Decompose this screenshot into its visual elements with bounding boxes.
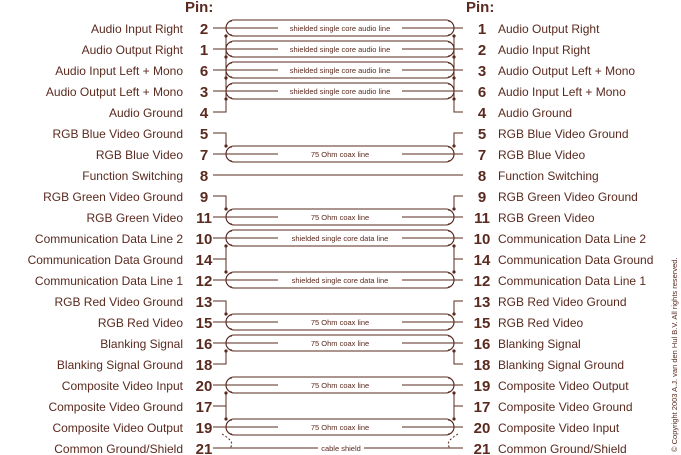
shield-junction-dot <box>224 97 227 100</box>
shield-junction-dot <box>224 144 227 147</box>
shield-junction-dot <box>452 349 455 352</box>
right-signal-label: Blanking Signal Ground <box>498 358 625 372</box>
cable-label: 75 Ohm coax line <box>310 318 370 327</box>
shield-junction-dot <box>224 207 227 210</box>
cable-label: 75 Ohm coax line <box>310 150 370 159</box>
shield-junction-dot <box>452 270 455 273</box>
cable <box>213 83 463 112</box>
shield-drain-left <box>213 36 226 112</box>
right-pin-number: 15 <box>473 315 491 332</box>
shield-drain-right <box>454 246 463 259</box>
right-signal-label: RGB Blue Video Ground <box>498 127 629 141</box>
right-pin-number: 5 <box>477 126 487 143</box>
left-pin-number: 2 <box>199 21 209 38</box>
right-signal-label: Audio Output Right <box>498 22 600 36</box>
left-signal-label: Composite Video Ground <box>48 400 183 414</box>
shield-junction-dot <box>452 417 455 420</box>
cable-shield-label: cable shield <box>321 444 361 453</box>
left-signal-label: RGB Red Video Ground <box>54 295 183 309</box>
shield-drain-right <box>454 57 463 112</box>
shield-junction-dot <box>224 270 227 273</box>
shield-drain-left <box>213 133 226 146</box>
right-signal-label: Communication Data Ground <box>498 253 654 267</box>
right-signal-label: Audio Input Right <box>498 43 591 57</box>
left-pin-number: 4 <box>199 105 209 122</box>
shield-junction-dot <box>224 34 227 37</box>
cable-label: shielded single core data line <box>291 276 389 285</box>
shield-junction-dot <box>452 76 455 79</box>
right-signal-label: Audio Output Left + Mono <box>498 64 636 78</box>
right-pin-number: 14 <box>473 252 491 269</box>
right-signal-label: Audio Ground <box>498 106 573 120</box>
shield-junction-dot <box>452 97 455 100</box>
right-pin-number: 7 <box>477 147 487 164</box>
left-pin-number: 14 <box>195 252 213 269</box>
shield-junction-dot <box>452 207 455 210</box>
cable-label: shielded single core audio line <box>289 24 391 33</box>
shield-drain-left <box>213 259 226 272</box>
shield-drain-right <box>454 393 463 406</box>
right-pin-number: 21 <box>473 441 491 455</box>
right-pin-number: 3 <box>477 63 487 80</box>
shield-drain-right <box>454 351 463 364</box>
left-signal-label: Communication Data Line 2 <box>34 232 183 246</box>
right-pin-number: 10 <box>473 231 491 248</box>
shield-drain-left <box>213 246 226 259</box>
right-pin-number: 16 <box>473 336 491 353</box>
left-pin-number: 7 <box>199 147 209 164</box>
shield-junction-dot <box>224 391 227 394</box>
right-pin-number: 18 <box>473 357 491 374</box>
right-signal-label: Function Switching <box>498 169 599 183</box>
left-pin-header: Pin: <box>185 0 214 16</box>
shield-junction-dot <box>224 76 227 79</box>
right-signal-label: RGB Red Video Ground <box>498 295 627 309</box>
cable <box>213 301 463 330</box>
right-pin-number: 12 <box>473 273 491 290</box>
cable <box>213 259 463 288</box>
overall-cable-shield <box>213 434 463 453</box>
left-pin-number: 18 <box>195 357 213 374</box>
shield-drain-left <box>213 301 226 314</box>
shield-drain-right <box>454 99 463 112</box>
right-pin-number: 17 <box>473 399 491 416</box>
right-signal-label: Common Ground/Shield <box>498 442 627 455</box>
right-pin-number: 19 <box>473 378 491 395</box>
left-pin-number: 9 <box>199 189 209 206</box>
cable <box>213 230 463 259</box>
shield-drain-right <box>454 36 463 112</box>
left-pin-number: 11 <box>196 210 212 227</box>
right-signal-label: Audio Input Left + Mono <box>498 85 626 99</box>
cable-label: 75 Ohm coax line <box>310 213 370 222</box>
left-pin-number: 8 <box>199 168 209 185</box>
cable-label: 75 Ohm coax line <box>310 423 370 432</box>
right-pin-number: 13 <box>473 294 491 311</box>
shield-junction-dot <box>452 391 455 394</box>
left-signal-label: Audio Input Right <box>90 22 183 36</box>
right-pin-number: 11 <box>474 210 490 227</box>
left-signal-label: Audio Output Left + Mono <box>45 85 183 99</box>
shield-junction-dot <box>224 312 227 315</box>
left-pin-number: 10 <box>195 231 213 248</box>
left-signal-label: Blanking Signal Ground <box>56 358 183 372</box>
shield-drain-left <box>213 196 226 209</box>
shield-drain-left <box>213 351 226 364</box>
shield-drain-left <box>213 406 226 419</box>
shield-drain-right <box>454 406 463 419</box>
left-signal-label: Audio Output Right <box>81 43 183 57</box>
shield-braid-left <box>222 434 232 448</box>
right-pin-number: 20 <box>473 420 491 437</box>
left-signal-label: Audio Ground <box>108 106 183 120</box>
left-signal-label: RGB Green Video Ground <box>43 190 183 204</box>
shield-braid-right <box>448 434 458 448</box>
left-signal-label: Common Ground/Shield <box>54 442 183 455</box>
right-signal-label: Communication Data Line 1 <box>498 274 647 288</box>
cable <box>213 196 463 225</box>
left-signal-label: Composite Video Input <box>61 379 183 393</box>
left-pin-number: 3 <box>199 84 209 101</box>
left-signal-label: Audio Input Left + Mono <box>55 64 183 78</box>
shield-junction-dot <box>224 55 227 58</box>
cable-label: 75 Ohm coax line <box>310 339 370 348</box>
cable <box>213 41 463 112</box>
shield-junction-dot <box>452 144 455 147</box>
right-signal-label: Composite Video Input <box>498 421 620 435</box>
right-signal-label: RGB Red Video <box>498 316 584 330</box>
left-signal-label: Composite Video Output <box>52 421 183 435</box>
left-pin-number: 20 <box>195 378 213 395</box>
shield-junction-dot <box>452 55 455 58</box>
cable-label: shielded single core data line <box>291 234 389 243</box>
shield-drain-left <box>213 393 226 406</box>
shield-junction-dot <box>452 312 455 315</box>
right-pin-number: 4 <box>477 105 487 122</box>
left-pin-number: 19 <box>195 420 213 437</box>
left-pin-number: 17 <box>195 399 213 416</box>
left-pin-number: 15 <box>195 315 213 332</box>
left-signal-label: Communication Data Ground <box>27 253 183 267</box>
shield-drain-right <box>454 301 463 314</box>
cable <box>213 406 463 435</box>
left-signal-label: RGB Blue Video Ground <box>52 127 183 141</box>
left-pin-number: 12 <box>195 273 213 290</box>
cable-wires <box>213 20 463 453</box>
left-signal-label: RGB Blue Video <box>95 148 183 162</box>
cable-label: shielded single core audio line <box>289 87 391 96</box>
shield-drain-left <box>213 78 226 112</box>
left-pin-number: 16 <box>195 336 213 353</box>
shield-drain-right <box>454 196 463 209</box>
right-signal-label: Composite Video Output <box>498 379 629 393</box>
left-signal-label: Function Switching <box>82 169 183 183</box>
right-pin-number: 9 <box>477 189 487 206</box>
shield-junction-dot <box>224 417 227 420</box>
left-pin-number: 13 <box>195 294 213 311</box>
left-pin-number: 6 <box>199 63 209 80</box>
copyright-notice: © Copyright 2003 A.J. van den Hul B.V. All rights reserved. <box>670 257 679 452</box>
left-signal-label: RGB Green Video <box>86 211 183 225</box>
shield-junction-dot <box>452 244 455 247</box>
right-signal-label: RGB Green Video <box>498 211 595 225</box>
left-pin-number: 5 <box>199 126 209 143</box>
cable <box>213 335 463 364</box>
right-signal-label: RGB Green Video Ground <box>498 190 638 204</box>
right-signal-label: Composite Video Ground <box>498 400 633 414</box>
shield-drain-left <box>213 57 226 112</box>
right-signal-label: Blanking Signal <box>498 337 581 351</box>
right-pin-number: 8 <box>477 168 487 185</box>
left-signal-label: Communication Data Line 1 <box>34 274 183 288</box>
right-signal-label: RGB Blue Video <box>498 148 586 162</box>
left-pin-number: 21 <box>195 441 213 455</box>
cable <box>213 377 463 406</box>
shield-junction-dot <box>452 34 455 37</box>
shield-drain-right <box>454 259 463 272</box>
shield-junction-dot <box>224 244 227 247</box>
left-signal-label: RGB Red Video <box>97 316 183 330</box>
right-signal-label: Communication Data Line 2 <box>498 232 647 246</box>
cable-label: shielded single core audio line <box>289 45 391 54</box>
cable-label: 75 Ohm coax line <box>310 381 370 390</box>
right-pin-header: Pin: <box>466 0 495 16</box>
left-signal-label: Blanking Signal <box>100 337 183 351</box>
cable <box>213 133 463 162</box>
shield-drain-left <box>213 99 226 112</box>
shield-drain-right <box>454 133 463 146</box>
cable-label: shielded single core audio line <box>289 66 391 75</box>
right-pin-number: 1 <box>477 21 487 38</box>
left-pin-number: 1 <box>199 42 209 59</box>
shield-junction-dot <box>224 349 227 352</box>
right-pin-number: 2 <box>477 42 487 59</box>
shield-drain-right <box>454 78 463 112</box>
right-pin-number: 6 <box>477 84 487 101</box>
